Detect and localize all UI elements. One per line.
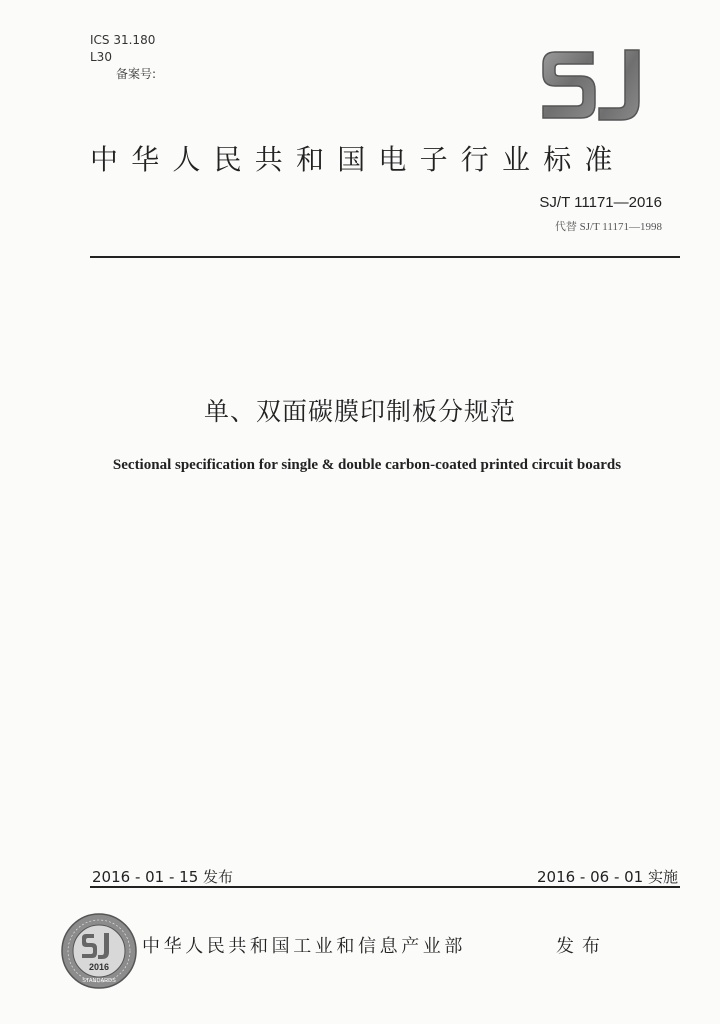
footer-divider [90, 886, 680, 888]
filing-number-label: 备案号: [116, 67, 157, 81]
seal-bottom-text: STANDARDS [82, 978, 116, 984]
ccs-code: L30 [90, 50, 112, 64]
classification-codes [90, 32, 156, 83]
publisher-name: 中华人民共和国工业和信息产业部 [142, 936, 466, 957]
standard-category-title: 中华人民共和国电子行业标准 [90, 143, 626, 176]
publish-label: 发布 [556, 936, 608, 957]
ics-code: ICS 31.180 [90, 33, 156, 47]
ministry-seal-icon [60, 912, 138, 990]
header-divider [90, 256, 680, 258]
replaces-standard: 代替 SJ/T 11171—1998 [554, 221, 662, 233]
seal-year: 2016 [88, 962, 110, 972]
implementation-date: 2016 - 06 - 01 实施 [536, 868, 678, 886]
sj-logo-icon [537, 44, 655, 124]
issue-date: 2016 - 01 - 15 发布 [92, 868, 234, 886]
document-title-english: Sectional specification for single & double carbon-coated printed circuit boards [112, 457, 622, 473]
standard-number: SJ/T 11171—2016 [539, 194, 662, 211]
document-title-chinese: 单、双面碳膜印制板分规范 [203, 397, 516, 426]
